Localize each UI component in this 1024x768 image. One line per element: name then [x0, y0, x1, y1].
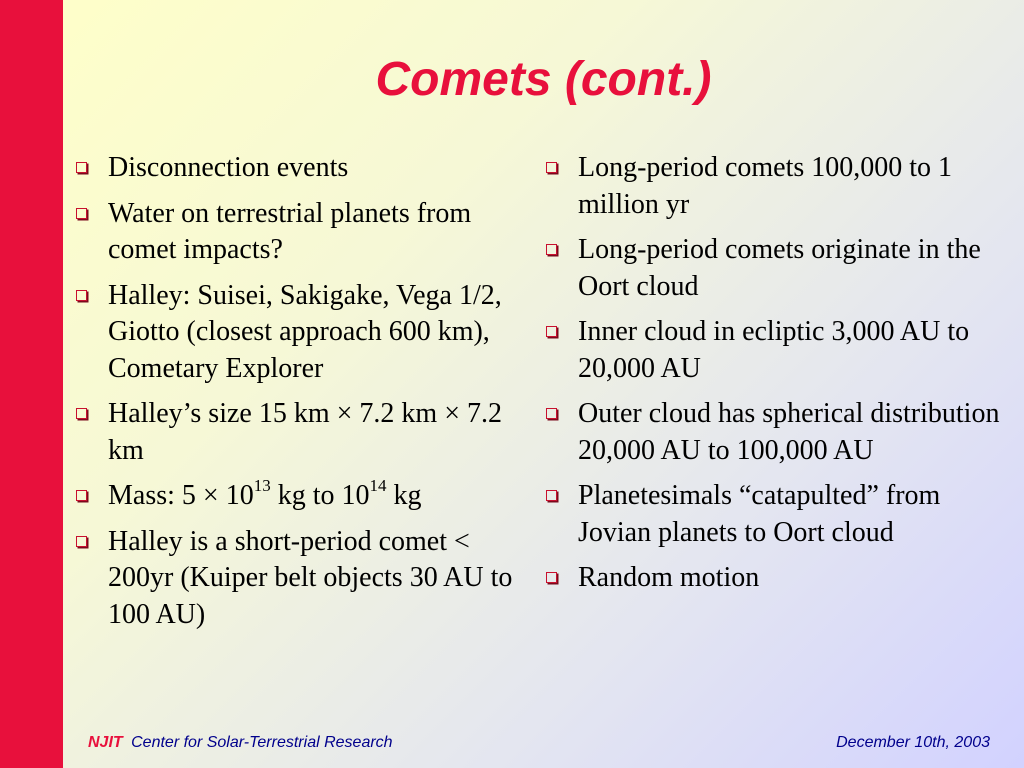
- footer-organization: [88, 734, 393, 752]
- list-item-text: Halley is a short-period comet < 200yr (Kuiper belt objects 30 AU to 100 AU): [108, 525, 513, 630]
- list-item: [540, 150, 1010, 223]
- mass-exponent-1: 13: [253, 475, 271, 495]
- list-item: [540, 478, 1010, 551]
- mass-prefix: Mass: 5 × 10: [108, 480, 254, 511]
- list-item-text: Long-period comets 100,000 to 1 million yr: [578, 152, 953, 220]
- mass-suffix: kg: [386, 480, 422, 511]
- square-bullet-icon: [546, 244, 557, 255]
- footer-date: December 10th, 2003: [836, 734, 990, 751]
- list-item-text: Long-period comets originate in the Oort cloud: [578, 234, 981, 302]
- square-bullet-icon: [546, 408, 557, 419]
- mass-middle: kg to 10: [270, 480, 370, 511]
- list-item: [70, 524, 520, 634]
- square-bullet-icon: [76, 208, 87, 219]
- njit-logo: NJIT: [88, 734, 123, 751]
- list-item: [70, 278, 520, 388]
- square-bullet-icon: [546, 162, 557, 173]
- list-item-text: Planetesimals “catapulted” from Jovian planets to Oort cloud: [578, 480, 941, 548]
- list-item-text: Halley’s size 15 km × 7.2 km × 7.2 km: [108, 398, 502, 466]
- square-bullet-icon: [76, 536, 87, 547]
- left-accent-bar: [0, 0, 63, 768]
- list-item: [70, 396, 520, 469]
- list-item-text: Halley: Suisei, Sakigake, Vega 1/2, Giotto (closest approach 600 km), Cometary Explorer: [108, 279, 502, 384]
- square-bullet-icon: [76, 162, 87, 173]
- left-bullet-list: [70, 150, 520, 642]
- list-item-text: Random motion: [578, 562, 760, 593]
- slide-title: Comets (cont.): [375, 53, 712, 106]
- right-bullet-list: [540, 150, 1010, 606]
- footer-center-name: Center for Solar-Terrestrial Research: [131, 734, 393, 751]
- square-bullet-icon: [546, 572, 557, 583]
- list-item-text: Inner cloud in ecliptic 3,000 AU to 20,000 AU: [578, 316, 970, 384]
- list-item: [540, 314, 1010, 387]
- list-item: [70, 475, 520, 515]
- mass-exponent-2: 14: [369, 475, 387, 495]
- square-bullet-icon: [546, 326, 557, 337]
- square-bullet-icon: [76, 290, 87, 301]
- list-item: [70, 150, 520, 187]
- list-item-text: Outer cloud has spherical distribution 20,000 AU to 100,000 AU: [578, 398, 1000, 466]
- list-item: [540, 396, 1010, 469]
- list-item: [540, 560, 1010, 597]
- list-item-text: Water on terrestrial planets from comet impacts?: [108, 197, 472, 265]
- list-item: [540, 232, 1010, 305]
- square-bullet-icon: [76, 490, 87, 501]
- mass-text: [108, 475, 422, 511]
- list-item-text: Disconnection events: [108, 152, 349, 183]
- list-item: [70, 196, 520, 269]
- square-bullet-icon: [76, 408, 87, 419]
- square-bullet-icon: [546, 490, 557, 501]
